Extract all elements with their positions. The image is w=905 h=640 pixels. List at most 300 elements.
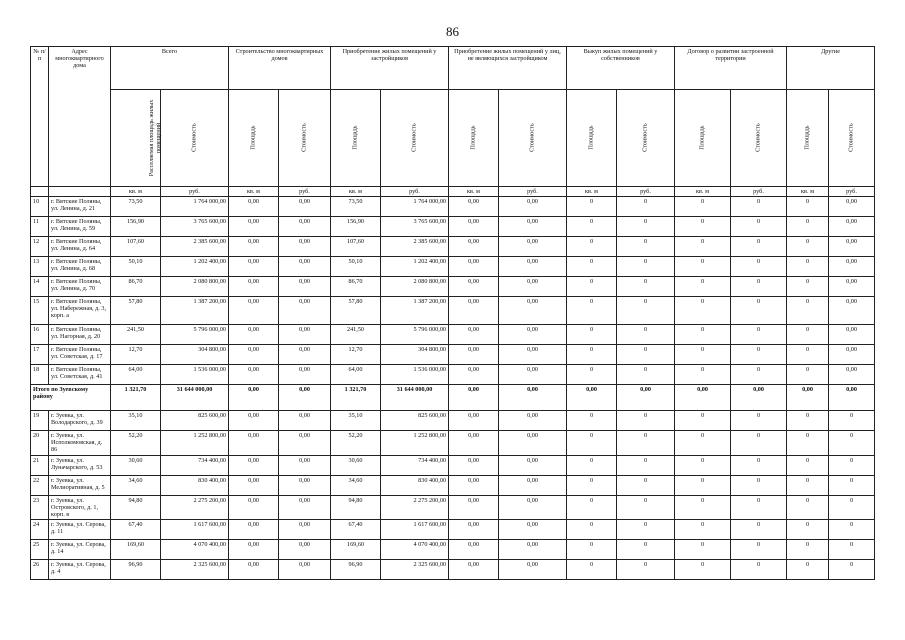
row-value: 2 275 200,00 [161,495,229,520]
header-address: Адрес многоквартирного дома [49,47,111,187]
row-value: 5 796 000,00 [161,325,229,345]
unit-label: руб. [381,187,449,197]
row-value: 1 617 600,00 [161,520,229,540]
row-value: 1 387 200,00 [161,297,229,325]
row-value: 0 [617,495,675,520]
row-address: г. Зуевка, ул. Серова, д. 11 [49,520,111,540]
row-value: 0 [675,475,731,495]
row-value: 0,00 [499,257,567,277]
row-value: 0,00 [449,540,499,560]
row-value: 0,00 [229,365,279,385]
row-value: 35,10 [111,411,161,431]
row-value: 0,00 [279,237,331,257]
total-value: 1 321,70 [111,385,161,411]
row-value: 0 [567,277,617,297]
row-value: 0 [787,277,829,297]
subheader-cost [617,90,675,187]
row-value: 156,90 [111,217,161,237]
row-value: 12,70 [111,345,161,365]
row-value: 0,00 [829,237,875,257]
row-value: 0 [829,540,875,560]
row-value: 0,00 [829,345,875,365]
header-group-developers: Приобретение жилых помещений у застройщиков [331,47,449,90]
row-value: 30,60 [111,455,161,475]
row-value: 0,00 [499,197,567,217]
row-value: 830 400,00 [381,475,449,495]
row-value: 0 [787,365,829,385]
row-address: г. Вятские Поляны, ул. Советская, д. 17 [49,345,111,365]
row-value: 0 [617,277,675,297]
row-value: 0,00 [279,325,331,345]
table-row [31,560,875,580]
row-value: 64,00 [331,365,381,385]
row-value: 830 400,00 [161,475,229,495]
unit-label: руб. [731,187,787,197]
row-value: 0 [731,237,787,257]
row-number: 23 [31,495,49,520]
row-address: г. Вятские Поляны, ул. Советская, д. 41 [49,365,111,385]
row-value: 0,00 [279,520,331,540]
row-value: 0 [617,540,675,560]
row-value: 825 600,00 [161,411,229,431]
row-value: 0 [787,297,829,325]
row-value: 0 [731,540,787,560]
page-number: 86 [446,24,459,39]
row-value: 0,00 [279,475,331,495]
total-value: 0,00 [787,385,829,411]
row-value: 0 [675,197,731,217]
row-value: 0 [567,365,617,385]
row-value: 86,70 [331,277,381,297]
row-value: 0 [675,325,731,345]
row-value: 0 [567,297,617,325]
row-value: 2 275 200,00 [381,495,449,520]
subheader-cost [829,90,875,187]
row-value: 0,00 [449,297,499,325]
row-value: 0 [617,325,675,345]
table-row [31,345,875,365]
row-value: 0 [829,495,875,520]
row-number: 18 [31,365,49,385]
table-row [31,325,875,345]
row-value: 0 [617,237,675,257]
unit-label: кв. м [787,187,829,197]
subheader-cost [731,90,787,187]
unit-label: кв. м [567,187,617,197]
row-value: 0,00 [829,277,875,297]
row-value: 0,00 [229,345,279,365]
row-value: 0,00 [499,495,567,520]
row-value: 0,00 [229,325,279,345]
row-value: 0 [731,520,787,540]
row-value: 0 [787,495,829,520]
row-value: 1 252 800,00 [381,431,449,456]
row-address: г. Вятские Поляны, ул. Набережная, д. 3, корп. а [49,297,111,325]
row-address: г. Зуевка, ул. Луначарского, д. 53 [49,455,111,475]
row-value: 304 800,00 [161,345,229,365]
row-value: 2 385 600,00 [381,237,449,257]
row-value: 4 070 400,00 [381,540,449,560]
row-value: 0,00 [449,197,499,217]
subheader-label: Площадь [698,125,706,151]
row-number: 20 [31,431,49,456]
row-value: 0 [567,560,617,580]
row-value: 0 [731,560,787,580]
row-value: 0 [787,520,829,540]
row-value: 0,00 [499,345,567,365]
row-value: 1 764 000,00 [381,197,449,217]
row-value: 0,00 [449,325,499,345]
row-value: 0 [675,297,731,325]
row-value: 67,40 [111,520,161,540]
subheader-label: Стоимость [190,123,198,153]
unit-label: руб. [617,187,675,197]
subheader-label: Расселяемая площадь жилых помещений [148,99,162,177]
row-value: 0 [617,257,675,277]
header-group-construction: Строительство многоквартирных домов [229,47,331,90]
row-value: 0 [617,197,675,217]
table-row [31,257,875,277]
row-value: 0,00 [829,257,875,277]
table-row [31,431,875,456]
row-value: 734 400,00 [381,455,449,475]
row-value: 3 765 600,00 [381,217,449,237]
row-value: 0 [675,495,731,520]
total-value: 1 321,70 [331,385,381,411]
row-value: 0 [829,455,875,475]
row-value: 0 [731,217,787,237]
row-value: 0,00 [499,520,567,540]
row-value: 0,00 [229,475,279,495]
row-value: 0 [787,257,829,277]
row-value: 0,00 [279,345,331,365]
unit-label: кв. м [111,187,161,197]
row-address: г. Вятские Поляны, ул. Нагорная, д. 20 [49,325,111,345]
row-value: 0,00 [229,455,279,475]
row-value: 0,00 [449,475,499,495]
subheader-label: Стоимость [754,123,762,153]
row-value: 0,00 [449,345,499,365]
row-value: 0 [675,217,731,237]
row-value: 0 [829,431,875,456]
row-value: 3 765 600,00 [161,217,229,237]
row-value: 0,00 [279,297,331,325]
row-value: 0,00 [229,495,279,520]
row-value: 0,00 [449,257,499,277]
row-value: 169,60 [111,540,161,560]
row-value: 0 [617,475,675,495]
row-value: 0 [617,431,675,456]
row-number: 21 [31,455,49,475]
row-value: 0 [787,217,829,237]
row-value: 73,50 [111,197,161,217]
row-address: г. Вятские Поляны, ул. Ленина, д. 21 [49,197,111,217]
row-value: 0 [567,237,617,257]
table-row [31,540,875,560]
row-value: 0,00 [499,431,567,456]
subheader-cost [161,90,229,187]
row-value: 156,90 [331,217,381,237]
subheader-area [331,90,381,187]
row-value: 0,00 [229,277,279,297]
row-value: 0,00 [499,297,567,325]
group-header-row [31,47,875,90]
table-body [31,187,875,580]
subheader-area [787,90,829,187]
header-group-other: Другие [787,47,875,90]
unit-label: кв. м [449,187,499,197]
row-value: 1 387 200,00 [381,297,449,325]
table-row [31,495,875,520]
row-value: 0 [787,345,829,365]
table-row [31,237,875,257]
table-row [31,475,875,495]
row-number: 17 [31,345,49,365]
row-value: 0,00 [499,411,567,431]
sub-header-row [31,90,875,187]
row-value: 0 [829,560,875,580]
row-value: 67,40 [331,520,381,540]
row-value: 0,00 [229,560,279,580]
row-address: г. Вятские Поляны, ул. Ленина, д. 64 [49,237,111,257]
row-value: 241,50 [331,325,381,345]
row-number: 12 [31,237,49,257]
subheader-label: Площадь [351,125,359,151]
row-value: 0 [617,455,675,475]
resettlement-table [30,46,875,580]
row-value: 0,00 [499,455,567,475]
unit-label: кв. м [675,187,731,197]
unit-label: кв. м [331,187,381,197]
total-value: 0,00 [499,385,567,411]
table-row [31,197,875,217]
units-cell [49,187,111,197]
row-value: 0,00 [279,495,331,520]
row-value: 0,00 [229,217,279,237]
row-address: г. Вятские Поляны, ул. Ленина, д. 59 [49,217,111,237]
row-value: 0 [731,365,787,385]
row-value: 0 [787,237,829,257]
row-value: 50,10 [111,257,161,277]
row-value: 0,00 [449,520,499,540]
row-value: 0,00 [499,365,567,385]
header-group-development-agreement: Договор о развитии застроенной территории [675,47,787,90]
row-value: 30,60 [331,455,381,475]
total-label: Итого по Зуевскому району [31,385,111,411]
row-value: 0 [675,365,731,385]
row-value: 0,00 [279,197,331,217]
total-value: 0,00 [675,385,731,411]
row-value: 86,70 [111,277,161,297]
row-value: 0,00 [229,237,279,257]
row-value: 0 [567,411,617,431]
row-value: 0 [731,431,787,456]
total-value: 0,00 [449,385,499,411]
row-value: 0,00 [279,431,331,456]
row-value: 73,50 [331,197,381,217]
row-number: 24 [31,520,49,540]
row-value: 0 [617,365,675,385]
row-value: 0,00 [499,540,567,560]
row-value: 0 [675,560,731,580]
subheader-cost [279,90,331,187]
header-group-non-developers: Приобретение жилых помещений у лиц, не являющихся застройщиком [449,47,567,90]
row-value: 0 [617,411,675,431]
subheader-label: Площадь [803,125,811,151]
row-value: 0 [829,411,875,431]
row-value: 1 536 000,00 [381,365,449,385]
row-value: 52,20 [111,431,161,456]
header-num: № п/п [31,47,49,187]
row-value: 96,90 [111,560,161,580]
row-value: 0,00 [279,277,331,297]
row-value: 0 [731,455,787,475]
row-value: 1 252 800,00 [161,431,229,456]
total-value: 0,00 [279,385,331,411]
total-value: 0,00 [567,385,617,411]
subheader-label: Стоимость [847,123,855,153]
row-value: 0 [675,277,731,297]
row-value: 0,00 [829,325,875,345]
subheader-area [229,90,279,187]
row-number: 14 [31,277,49,297]
subheader-cost [499,90,567,187]
row-value: 0,00 [229,520,279,540]
row-value: 0,00 [499,325,567,345]
subheader-label: Площадь [249,125,257,151]
table-row [31,520,875,540]
row-value: 0,00 [499,277,567,297]
subheader-label: Стоимость [410,123,418,153]
row-value: 107,60 [111,237,161,257]
row-value: 0,00 [229,297,279,325]
row-address: г. Зуевка, ул. Островского, д. 1, корп. в [49,495,111,520]
row-value: 0,00 [499,475,567,495]
row-value: 0 [731,475,787,495]
row-value: 0,00 [229,257,279,277]
total-value: 31 644 000,00 [381,385,449,411]
row-value: 0,00 [829,365,875,385]
row-value: 0,00 [279,365,331,385]
row-value: 0 [567,455,617,475]
row-value: 0 [731,197,787,217]
row-value: 0 [829,520,875,540]
row-value: 96,90 [331,560,381,580]
row-address: г. Зуевка, ул. Мелиоративная, д. 5 [49,475,111,495]
row-value: 0 [731,411,787,431]
row-number: 19 [31,411,49,431]
row-value: 0 [675,455,731,475]
row-value: 0,00 [229,411,279,431]
row-value: 825 600,00 [381,411,449,431]
row-value: 0,00 [449,431,499,456]
row-number: 22 [31,475,49,495]
row-value: 0 [617,520,675,540]
row-value: 304 800,00 [381,345,449,365]
row-value: 1 764 000,00 [161,197,229,217]
unit-label: кв. м [229,187,279,197]
row-value: 0 [567,217,617,237]
total-value: 31 644 000,00 [161,385,229,411]
row-value: 0,00 [279,411,331,431]
row-value: 0 [829,475,875,495]
row-value: 0,00 [229,197,279,217]
row-value: 0,00 [829,297,875,325]
row-value: 0,00 [449,560,499,580]
row-value: 12,70 [331,345,381,365]
row-value: 0,00 [829,197,875,217]
row-value: 64,00 [111,365,161,385]
row-value: 0 [617,217,675,237]
row-value: 0 [567,257,617,277]
subheader-cost [381,90,449,187]
subheader-label: Стоимость [528,123,536,153]
unit-label: руб. [161,187,229,197]
row-value: 52,20 [331,431,381,456]
row-value: 0 [787,431,829,456]
row-value: 2 325 600,00 [381,560,449,580]
row-value: 2 385 600,00 [161,237,229,257]
row-value: 0 [731,297,787,325]
row-value: 734 400,00 [161,455,229,475]
row-value: 0 [675,345,731,365]
row-value: 0 [617,345,675,365]
row-value: 1 202 400,00 [381,257,449,277]
row-number: 15 [31,297,49,325]
row-value: 2 080 800,00 [161,277,229,297]
row-value: 0,00 [449,217,499,237]
header-group-total: Всего [111,47,229,90]
row-value: 50,10 [331,257,381,277]
row-value: 0,00 [229,431,279,456]
row-value: 0 [787,197,829,217]
row-value: 0 [675,411,731,431]
row-value: 0,00 [499,217,567,237]
row-value: 0,00 [449,277,499,297]
row-value: 0 [787,455,829,475]
row-value: 34,60 [331,475,381,495]
table-row [31,455,875,475]
row-value: 0 [567,520,617,540]
row-address: г. Зуевка, ул. Серова, д. 14 [49,540,111,560]
row-value: 0 [567,495,617,520]
row-value: 0 [787,411,829,431]
row-value: 2 080 800,00 [381,277,449,297]
unit-label: руб. [279,187,331,197]
row-value: 0,00 [449,455,499,475]
row-number: 11 [31,217,49,237]
table-row [31,277,875,297]
row-value: 57,80 [111,297,161,325]
row-value: 1 202 400,00 [161,257,229,277]
row-value: 5 796 000,00 [381,325,449,345]
row-value: 0 [675,431,731,456]
subheader-label: Площадь [587,125,595,151]
row-value: 0 [787,540,829,560]
row-number: 25 [31,540,49,560]
row-value: 0 [731,277,787,297]
row-value: 1 617 600,00 [381,520,449,540]
row-value: 0 [567,345,617,365]
row-value: 0,00 [279,540,331,560]
row-value: 0,00 [449,495,499,520]
row-value: 0 [675,257,731,277]
subheader-resettled-area [111,90,161,187]
row-value: 94,80 [111,495,161,520]
subheader-area [449,90,499,187]
subheader-area [675,90,731,187]
row-value: 4 070 400,00 [161,540,229,560]
